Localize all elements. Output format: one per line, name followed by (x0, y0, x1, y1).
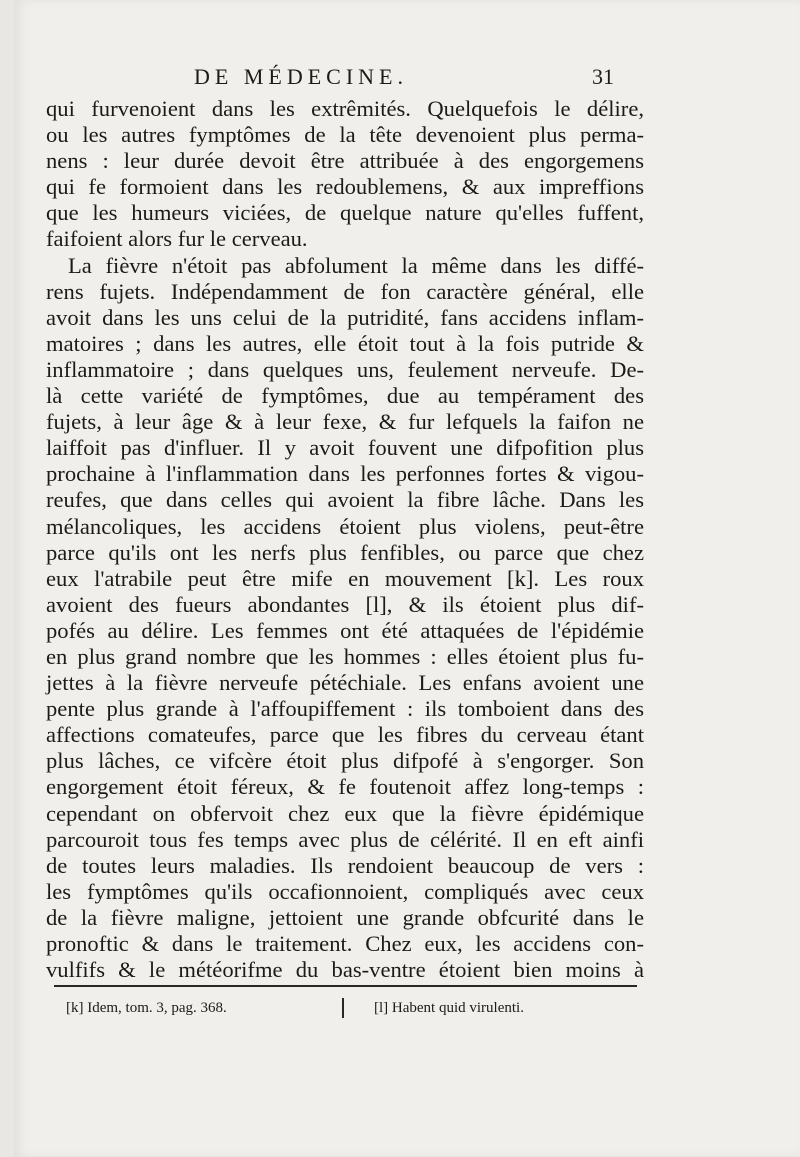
footnote-k: [k] Idem, tom. 3, pag. 368. (66, 1000, 227, 1016)
text-line: parce qu'ils ont les nerfs plus fenfibles, ou parce que chez (46, 539, 644, 565)
footnote-separator (342, 998, 344, 1018)
text-line: qui furvenoient dans les extrêmités. Quelquefois le délire, (46, 96, 644, 121)
text-line: reufes, que dans celles qui avoient la fibre lâche. Dans les (46, 487, 644, 513)
text-line: inflammatoire ; dans quelques uns, feulement nerveufe. De- (46, 356, 644, 382)
page-number: 31 (592, 64, 614, 89)
text-line: jettes à la fièvre nerveufe pétéchiale. Les enfans avoient une (46, 670, 644, 696)
footnotes (66, 1000, 586, 1022)
text-line: pofés au délire. Les femmes ont été attaquées de l'épidémie (46, 617, 644, 643)
text-line: laiffoit pas d'influer. Il y avoit fouvent une difpofition plus (46, 435, 644, 461)
text-line: pente plus grande à l'affoupiffement : ils tomboient dans des (46, 696, 644, 722)
text-line: La fièvre n'étoit pas abfolument la même dans les diffé- (68, 252, 644, 278)
text-line: de toutes leurs maladies. Ils rendoient beaucoup de vers : (46, 852, 644, 878)
running-head: DE MÉDECINE. (194, 64, 408, 89)
page-header (194, 64, 614, 94)
text-line: ou les autres fymptômes de la tête devenoient plus perma- (46, 122, 644, 148)
text-line: là cette variété de fymptômes, due au tempérament des (46, 383, 644, 409)
text-line: plus lâches, ce vifcère étoit plus difpofé à s'engorger. Son (46, 748, 644, 774)
text-line: nens : leur durée devoit être attribuée à des engorgemens (46, 148, 644, 174)
text-line: les fymptômes qu'ils occafionnoient, compliqués avec ceux (46, 878, 644, 904)
text-line: rens fujets. Indépendamment de fon caractère général, elle (46, 278, 644, 304)
text-line: faifoient alors fur le cerveau. (46, 226, 308, 252)
text-line: mélancoliques, les accidens étoient plus violens, peut-être (46, 513, 644, 539)
text-line: que les humeurs viciées, de quelque nature qu'elles fuffent, (46, 200, 644, 226)
text-line: avoient des fueurs abondantes [l], & ils étoient plus dif- (46, 591, 644, 617)
footnote-l: [l] Habent quid virulenti. (374, 1000, 524, 1016)
text-line: matoires ; dans les autres, elle étoit tout à la fois putride & (46, 330, 644, 356)
text-line: de la fièvre maligne, jettoient une grande obfcurité dans le (46, 904, 644, 930)
text-line: engorgement étoit féreux, & fe foutenoit affez long-temps : (46, 774, 644, 800)
text-line: fujets, à leur âge & à leur fexe, & fur lefquels la faifon ne (46, 409, 644, 435)
text-line: avoit dans les uns celui de la putridité, fans accidens inflam- (46, 304, 644, 330)
text-line: vulfifs & le météorifme du bas-ventre étoient bien moins à (46, 957, 644, 983)
text-line: parcouroit tous fes temps avec plus de célérité. Il en eft ainfi (46, 826, 644, 852)
footnote-rule (54, 985, 637, 987)
body-text (46, 96, 644, 983)
text-line: eux l'atrabile peut être mife en mouvement [k]. Les roux (46, 565, 644, 591)
book-page (14, 0, 800, 1157)
text-line: pronoftic & dans le traitement. Chez eux, les accidens con- (46, 931, 644, 956)
text-line: en plus grand nombre que les hommes : elles étoient plus fu- (46, 643, 644, 669)
text-line: affections comateufes, parce que les fibres du cerveau étant (46, 722, 644, 748)
text-line: cependant on obfervoit chez eux que la fièvre épidémique (46, 800, 644, 826)
text-line: qui fe formoient dans les redoublemens, & aux impreffions (46, 174, 644, 200)
text-line: prochaine à l'inflammation dans les perfonnes fortes & vigou- (46, 461, 644, 487)
